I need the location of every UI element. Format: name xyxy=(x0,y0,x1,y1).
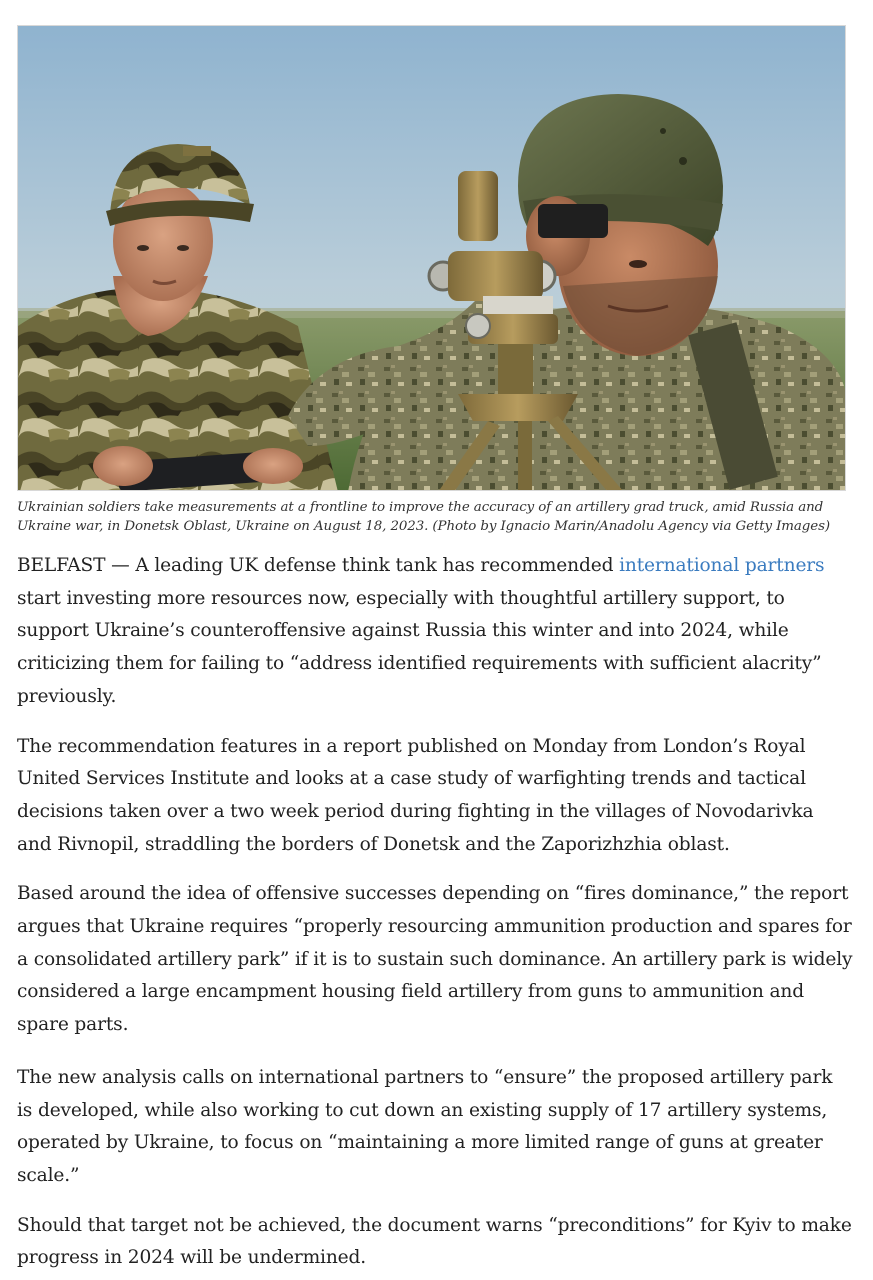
article-photo[interactable] xyxy=(17,25,846,491)
paragraph-4: The new analysis calls on international partners to “ensure” the proposed artillery park is developed, while also working to cut down an existing supply of 17 artillery systems, operated by Ukraine, to focus on “maintaining a more limited range of guns at greater scale.” xyxy=(17,1066,833,1186)
paragraph-1-lead: BELFAST — A leading UK defense think tank has recommended xyxy=(17,555,620,576)
article-body xyxy=(17,550,853,1280)
international-partners-link[interactable]: international partners xyxy=(619,555,825,576)
paragraph-1 xyxy=(17,550,853,714)
photo-caption: Ukrainian soldiers take measurements at a frontline to improve the accuracy of an artillery grad truck, amid Russia and Ukraine war, in Donetsk Oblast, Ukraine on August 18, 2023. (Photo by Ignacio Marin/Anadolu Agency via Getty Images) xyxy=(17,500,830,534)
photo-illustration xyxy=(18,26,846,491)
paragraph-3: Based around the idea of offensive successes depending on “fires dominance,” the report argues that Ukraine requires “properly resourcing ammunition production and spares for a consolidated artillery park” if it is to sustain such dominance. An artillery park is widely considered a large encampment housing field artillery from guns to ammunition and spare parts. xyxy=(17,883,853,1036)
paragraph-5: Should that target not be achieved, the document warns “preconditions” for Kyiv to make progress in 2024 will be undermined. xyxy=(17,1214,852,1269)
paragraph-1-rest: start investing more resources now, especially with thoughtful artillery support, to support Ukraine’s counteroffensive against Russia this winter and into 2024, while criticizing them for failing to “address identified requirements with sufficient alacrity” previously. xyxy=(17,587,822,707)
paragraph-2: The recommendation features in a report published on Monday from London’s Royal United Services Institute and looks at a case study of warfighting trends and tactical decisions taken over a two week period during fighting in the villages of Novodarivka and Rivnopil, straddling the borders of Donetsk and the Zaporizhzhia oblast. xyxy=(17,735,814,855)
